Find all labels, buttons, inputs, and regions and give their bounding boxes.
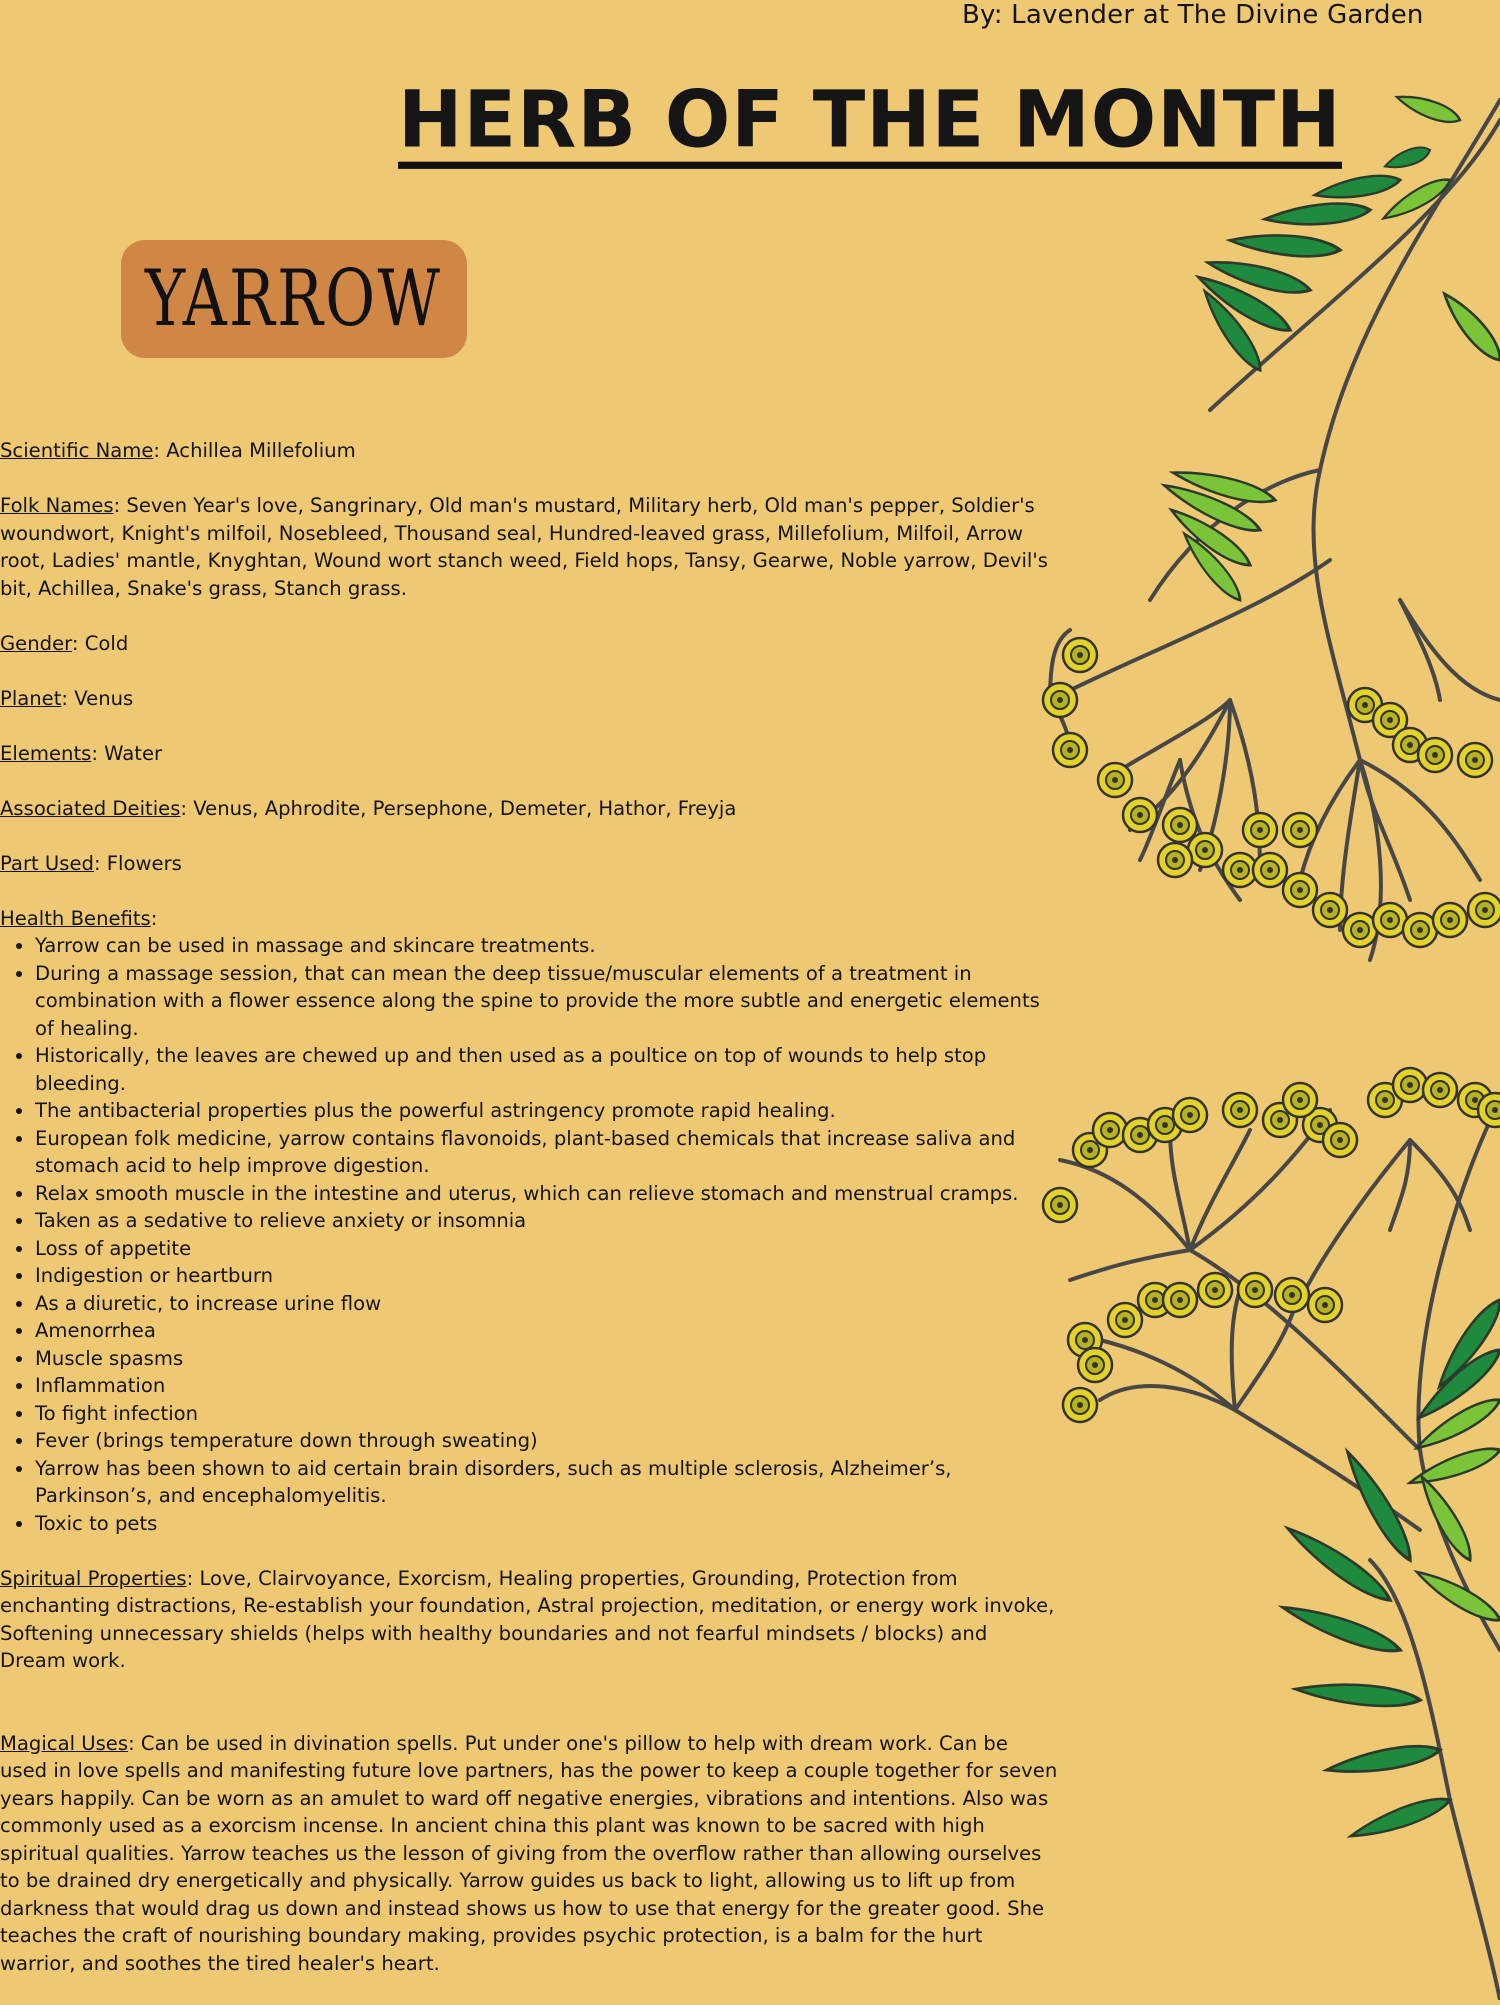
list-item: • Yarrow can be used in massage and skincare treatments.	[35, 932, 1058, 960]
list-item: • Historically, the leaves are chewed up and then used as a poultice on top of wounds to help stop bleeding.	[35, 1042, 1058, 1097]
magical-uses-value: : Can be used in divination spells. Put under one's pillow to help with dream work. Can be used in love spells and manifesting future love partners, has the power to keep a couple together for seven years happily. Can be worn as an amulet to ward off negative energies, vibrations and intentions. Also was commonly used as a exorcism incense. In ancient china this plant was known to be sacred with high spiritual qualities. Yarrow teaches us the lesson of giving from the overflow rather than allowing ourselves to be drained dry energetically and physically. Yarrow guides us back to light, allowing us to lift up from darkness that would drag us down and instead shows us how to use that energy for the greater good. She teaches the craft of nourishing boundary making, provides psychic protection, is a balm for the hurt warrior, and soothes the tired healer's heart.	[0, 1731, 1058, 1975]
spiritual-properties-value: : Love, Clairvoyance, Exorcism, Healing properties, Grounding, Protection from enchanting distractions, Re-establish your foundation, Astral projection, meditation, or energy work invoke, Softening unnecessary shields (helps with healthy boundaries and not fearful mindsets / blocks) and Dream work.	[0, 1566, 1055, 1672]
list-item: • To fight infection	[35, 1400, 1058, 1428]
health-benefits-colon: :	[150, 906, 158, 930]
list-item: • Taken as a sedative to relieve anxiety or insomnia	[35, 1207, 1058, 1235]
yarrow-plant-illustration	[1030, 0, 1500, 2000]
folk-names-row	[0, 492, 1058, 602]
part-used-row	[0, 850, 1058, 878]
health-benefits-list	[0, 932, 1058, 1537]
part-used-value: : Flowers	[93, 851, 182, 875]
gender-label: Gender	[0, 631, 72, 655]
list-item: • As a diuretic, to increase urine flow	[35, 1290, 1058, 1318]
elements-value: : Water	[91, 741, 163, 765]
deities-value: : Venus, Aphrodite, Persephone, Demeter, Hathor, Freyja	[180, 796, 737, 820]
list-item: • Yarrow has been shown to aid certain brain disorders, such as multiple sclerosis, Alzheimer’s, Parkinson’s, and encephalomyelitis.	[35, 1455, 1058, 1510]
deities-row	[0, 795, 1058, 823]
folk-names-label: Folk Names	[0, 494, 114, 517]
herb-details	[0, 437, 1058, 2005]
spiritual-properties-label: Spiritual Properties	[0, 1566, 187, 1590]
list-item: • Inflammation	[35, 1372, 1058, 1400]
list-item: • Amenorrhea	[35, 1317, 1058, 1345]
planet-value: : Venus	[61, 686, 134, 710]
list-item: • European folk medicine, yarrow contains flavonoids, plant-based chemicals that increase saliva and stomach acid to help improve digestion.	[35, 1125, 1058, 1180]
magical-uses-row	[0, 1730, 1058, 1978]
scientific-name-value: : Achillea Millefolium	[153, 439, 356, 462]
list-item: • Fever (brings temperature down through sweating)	[35, 1427, 1058, 1455]
list-item: • The antibacterial properties plus the powerful astringency promote rapid healing.	[35, 1097, 1058, 1125]
planet-row	[0, 685, 1058, 713]
herb-name: YARROW	[145, 254, 443, 344]
list-item: • Muscle spasms	[35, 1345, 1058, 1373]
part-used-label: Part Used	[0, 851, 94, 875]
gender-row	[0, 630, 1058, 658]
health-benefits-label: Health Benefits	[0, 906, 151, 930]
list-item: • During a massage session, that can mean the deep tissue/muscular elements of a treatment in combination with a flower essence along the spine to provide the more subtle and energetic elements of healing.	[35, 960, 1058, 1043]
byline: By: Lavender at The Divine Garden	[962, 0, 1424, 30]
scientific-name-label: Scientific Name	[0, 439, 154, 462]
scientific-name-row	[0, 437, 1058, 465]
herb-name-badge	[121, 240, 467, 358]
elements-label: Elements	[0, 741, 92, 765]
elements-row	[0, 740, 1058, 768]
list-item: • Relax smooth muscle in the intestine and uterus, which can relieve stomach and menstrual cramps.	[35, 1180, 1058, 1208]
planet-label: Planet	[0, 686, 62, 710]
list-item: • Indigestion or heartburn	[35, 1262, 1058, 1290]
gender-value: : Cold	[71, 631, 129, 655]
spiritual-properties-row	[0, 1565, 1058, 1675]
deities-label: Associated Deities	[0, 796, 181, 820]
folk-names-value: : Seven Year's love, Sangrinary, Old man's mustard, Military herb, Old man's pepper, Soldier's woundwort, Knight's milfoil, Nosebleed, Thousand seal, Hundred-leaved grass, Millefolium, Milfoil, Arrow root, Ladies' mantle, Knyghtan, Wound wort stanch weed, Field hops, Tansy, Gearwe, Noble yarrow, Devil's bit, Achillea, Snake's grass, Stanch grass.	[0, 494, 1048, 600]
page-title: HERB OF THE MONTH	[398, 81, 1342, 169]
magical-uses-label: Magical Uses	[0, 1731, 129, 1755]
spacer	[0, 1702, 1058, 1730]
list-item: • Toxic to pets	[35, 1510, 1058, 1538]
list-item: • Loss of appetite	[35, 1235, 1058, 1263]
health-benefits-row	[0, 905, 1058, 933]
